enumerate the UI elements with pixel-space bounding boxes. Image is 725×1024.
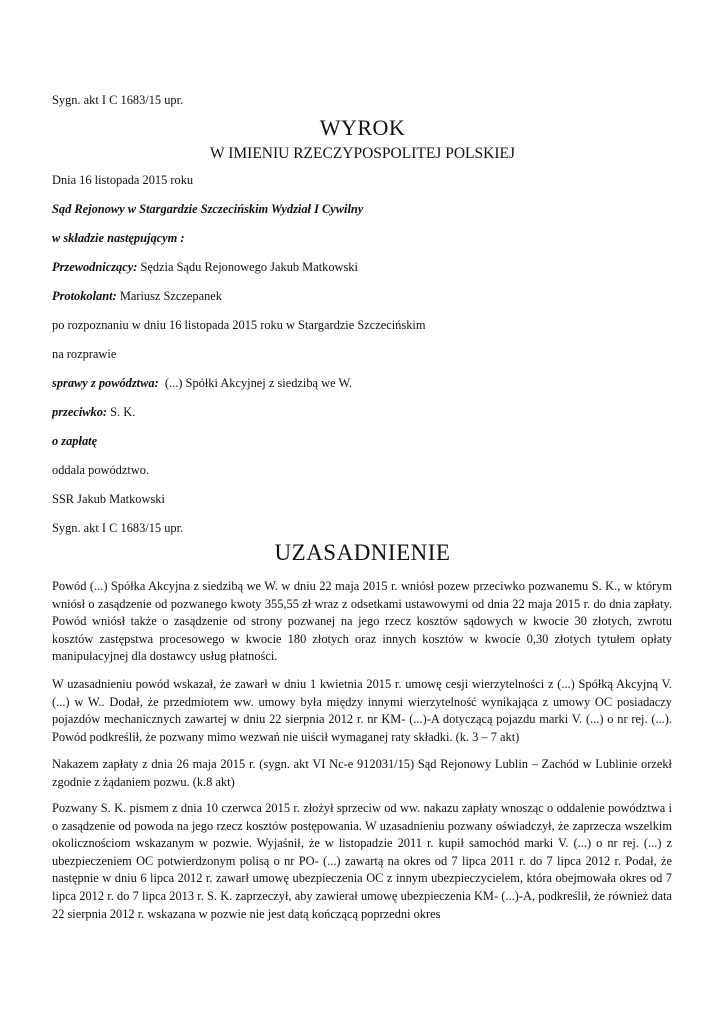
decision-line: oddala powództwo. bbox=[52, 463, 150, 477]
document-title: WYROK bbox=[319, 115, 406, 140]
court-name: Sąd Rejonowy w Stargardzie Szczecińskim Wydział I Cywilny bbox=[52, 202, 364, 216]
plaintiff-value: (...) Spółki Akcyjnej z siedzibą we W. bbox=[158, 376, 353, 390]
defendant-line bbox=[52, 404, 135, 421]
hearing-line: po rozpoznaniu w dniu 16 listopada 2015 roku w Stargardzie Szczecińskim bbox=[52, 318, 426, 332]
justification-paragraph: W uzasadnieniu powód wskazał, że zawarł w dniu 1 kwietnia 2015 r. umowę cesji wierzytelności z (...) Spółką Akcyjną V. (...) w W.. Dodał, że przedmiotem ww. umowy była między innymi wierzytelność wynikająca z umowy OC posiadaczy pojazdów mechanicznych zawartej w dniu 22 sierpnia 2012 r. nr KM- (...)-A dotyczącą pojazdu marki V. (...) o nr rej. (...). Powód podkreślił, że pozwany mimo wezwań nie uiścił wymaganej raty składki. (k. 3 – 7 akt) bbox=[52, 677, 672, 744]
clerk-value: Mariusz Szczepanek bbox=[116, 289, 222, 303]
chair-value: Sędzia Sądu Rejonowego Jakub Matkowski bbox=[137, 260, 358, 274]
verdict-date: Dnia 16 listopada 2015 roku bbox=[52, 173, 194, 187]
justification-title: UZASADNIENIE bbox=[274, 540, 451, 565]
judge-signature: SSR Jakub Matkowski bbox=[52, 492, 165, 506]
document-subtitle: W IMIENIU RZECZYPOSPOLITEJ POLSKIEJ bbox=[210, 145, 515, 162]
clerk-label: Protokolant: bbox=[52, 289, 117, 303]
composition-label: w składzie następującym : bbox=[52, 231, 185, 245]
case-reference: Sygn. akt I C 1683/15 upr. bbox=[52, 93, 184, 107]
clerk-line bbox=[52, 288, 222, 305]
session-line: na rozprawie bbox=[52, 347, 117, 361]
defendant-label: przeciwko: bbox=[52, 405, 108, 419]
defendant-value: S. K. bbox=[107, 405, 136, 419]
justification-paragraph: Pozwany S. K. pismem z dnia 10 czerwca 2015 r. złożył sprzeciw od ww. nakazu zapłaty wnosząc o oddalenie powództwa i o zasądzenie od powoda na jego rzecz kosztów postępowania. W uzasadnieniu pozwany oświadczył, że zaprzecza wszelkim okolicznościom wskazanym w pozwie. Wyjaśnił, że w listopadzie 2011 r. kupił samochód marki V. (...) o nr rej. (...) z ubezpieczeniem OC potwierdzonym polisą o nr PO- (...) zawartą na okres od 7 lipca 2011 r. do 7 lipca 2012 r. Podał, że następnie w dniu 6 lipca 2012 r. zawarł umowę ubezpieczenia OC z innym ubezpieczycielem, która obejmowała okres od 7 lipca 2012 r. do 7 lipca 2013 r. S. K. zaprzeczył, aby zawierał umowę ubezpieczenia KM- (...)-A, podkreślił, że również data 22 sierpnia 2012 r. wskazana w pozwie nie jest datą kończącą poprzedni okres bbox=[52, 801, 672, 921]
justification-paragraph: Nakazem zapłaty z dnia 26 maja 2015 r. (sygn. akt VI Nc-e 912031/15) Sąd Rejonowy Lublin – Zachód w Lublinie orzekł zgodnie z żądaniem pozwu. (k.8 akt) bbox=[52, 757, 672, 789]
chair-line bbox=[52, 259, 358, 276]
case-reference-2: Sygn. akt I C 1683/15 upr. bbox=[52, 521, 184, 535]
chair-label: Przewodniczący: bbox=[52, 260, 138, 274]
plaintiff-label: sprawy z powództwa: bbox=[52, 376, 159, 390]
justification-paragraph: Powód (...) Spółka Akcyjna z siedzibą we W. w dniu 22 maja 2015 r. wniósł pozew przeciwko pozwanemu S. K., w którym wniósł o zasądzenie od pozwanego kwoty 355,55 zł wraz z odsetkami ustawowymi od dnia 22 maja 2015 r. do dnia zapłaty. Powód wniósł także o zasądzenie od strony pozwanej na jego rzecz kosztów sądowych w kwocie 30 złotych, zwrotu kosztów zastępstwa procesowego w kwocie 180 złotych oraz innych kosztów w kwocie 0,30 złotych tytułem opłaty manipulacyjnej dla dostawcy usług płatności. bbox=[52, 579, 672, 664]
subject-line: o zapłatę bbox=[52, 434, 98, 448]
plaintiff-line bbox=[52, 375, 352, 392]
